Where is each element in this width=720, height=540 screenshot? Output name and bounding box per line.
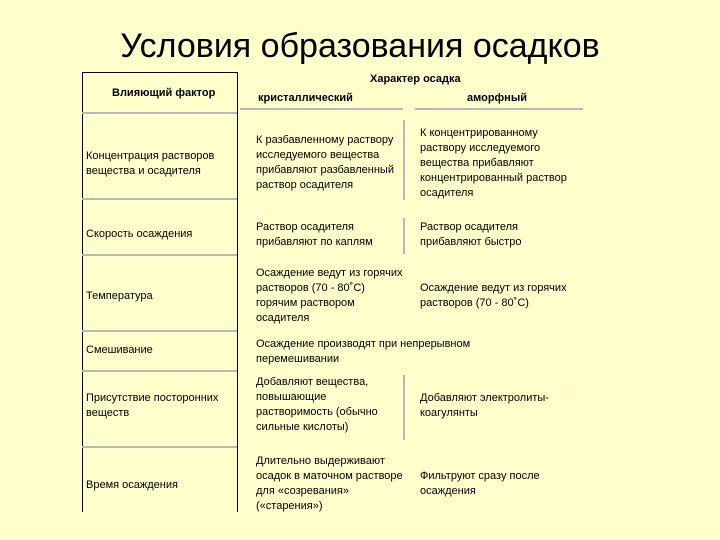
column-separator <box>403 218 405 254</box>
factor-impurities: Присутствие посторонних веществ <box>86 392 219 419</box>
crystalline-temperature: Осаждение ведут из горячих растворов (70 - 80˚С) горячим раствором осадителя <box>256 267 403 324</box>
amorphous-concentration: К концентрированному раствору исследуемого вещества прибавляют концентрированный раствор осадителя <box>420 127 567 199</box>
row-separator <box>82 330 237 332</box>
amorphous-speed: Раствор осадителя прибавляют быстро <box>420 221 522 248</box>
header-underline-amorphous <box>415 108 583 110</box>
row-separator <box>82 198 237 200</box>
row-separator <box>82 254 237 256</box>
crystalline-speed: Раствор осадителя прибавляют по каплям <box>256 221 373 248</box>
header-factor: Влияющий фактор <box>112 87 216 99</box>
header-crystalline: кристаллический <box>258 92 353 104</box>
row-separator <box>82 446 237 448</box>
crystalline-concentration: К разбавленному раствору исследуемого вещества прибавляют разбавленный раствор осадителя <box>256 134 394 191</box>
factor-time: Время осаждения <box>86 479 178 491</box>
crystalline-impurities: Добавляют вещества, повышающие растворимость (обычно сильные кислоты) <box>256 376 378 433</box>
header-underline-crystalline <box>240 108 403 110</box>
column-separator <box>403 120 405 200</box>
factor-mixing: Смешивание <box>86 344 153 356</box>
merged-mixing: Осаждение производят при непрерывном перемешивании <box>256 338 471 365</box>
row-separator <box>82 370 237 372</box>
header-amorphous: аморфный <box>467 92 527 104</box>
table-top-border <box>82 72 237 73</box>
row-separator <box>82 112 237 114</box>
crystalline-time: Длительно выдерживают осадок в маточном растворе для «созревания» («старения») <box>256 455 403 512</box>
amorphous-temperature: Осаждение ведут из горячих растворов (70 - 80˚С) <box>420 282 567 309</box>
table-divider-factor <box>237 72 238 512</box>
factor-concentration: Концентрация растворов вещества и осадителя <box>86 150 215 177</box>
factor-speed: Скорость осаждения <box>86 228 193 240</box>
factor-temperature: Температура <box>86 290 153 302</box>
amorphous-impurities: Добавляют электролиты- коагулянты <box>420 392 549 419</box>
amorphous-time: Фильтруют сразу после осаждения <box>420 470 540 497</box>
column-separator <box>403 375 405 440</box>
header-nature: Характер осадка <box>370 73 461 85</box>
page-title: Условия образования осадков <box>120 27 600 65</box>
